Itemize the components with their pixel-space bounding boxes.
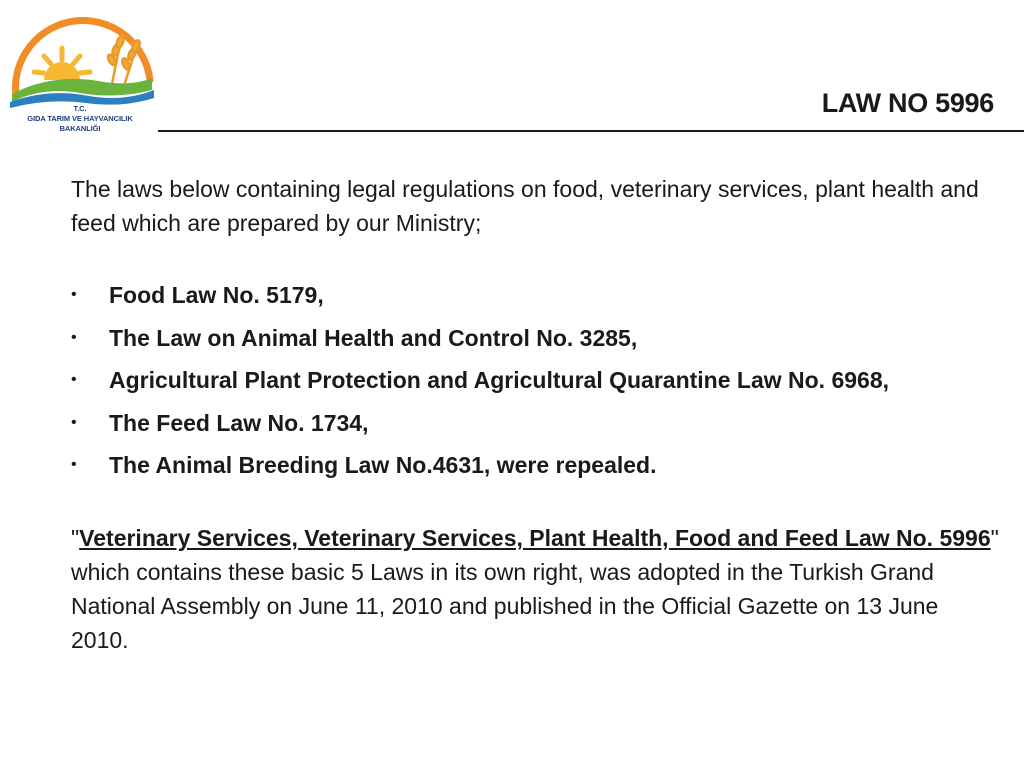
law-item-label: The Law on Animal Health and Control No. 3285,	[109, 324, 638, 351]
law-item-label: Food Law No. 5179,	[109, 282, 324, 308]
list-item	[71, 402, 1001, 445]
intro-paragraph: The laws below containing legal regulations on food, veterinary services, plant health and feed which are prepared by our Ministry;	[71, 176, 979, 236]
slide-body	[71, 172, 1001, 657]
logo-ministry-line1: GIDA TARIM VE HAYVANCILIK	[27, 114, 133, 123]
bullet-icon: •	[71, 456, 77, 473]
law-item-label: The Animal Breeding Law No.4631, were repealed.	[109, 452, 657, 478]
page-title: LAW NO 5996	[821, 88, 994, 118]
bullet-icon: •	[71, 413, 77, 431]
repealed-laws-list	[71, 274, 1001, 487]
law-item-label: Agricultural Plant Protection and Agricultural Quarantine Law No. 6968,	[109, 367, 890, 393]
list-item	[71, 274, 1001, 317]
list-item	[71, 444, 1001, 487]
bullet-icon: •	[71, 286, 77, 303]
law-item-label: The Feed Law No. 1734,	[109, 409, 369, 436]
bullet-icon: •	[71, 371, 77, 388]
logo-tc-label: T.C.	[73, 104, 87, 113]
open-quote: "	[71, 524, 80, 551]
closing-text: " which contains these basic 5 Laws in its own right, was adopted in the Turkish Grand National Assembly on June 11, 2010 and published in the Official Gazette on 13 June 2010.	[71, 524, 999, 653]
bullet-icon: •	[71, 328, 77, 346]
list-item	[71, 317, 1001, 360]
list-item	[71, 359, 1001, 402]
ministry-logo	[4, 4, 156, 146]
ministry-emblem-icon	[4, 4, 156, 108]
logo-ministry-line2: BAKANLIĞI	[59, 124, 101, 133]
law-5996-name: Veterinary Services, Veterinary Services, Plant Health, Food and Feed Law No. 5996	[79, 524, 991, 551]
header-divider	[158, 130, 1024, 132]
closing-paragraph	[71, 521, 1001, 657]
